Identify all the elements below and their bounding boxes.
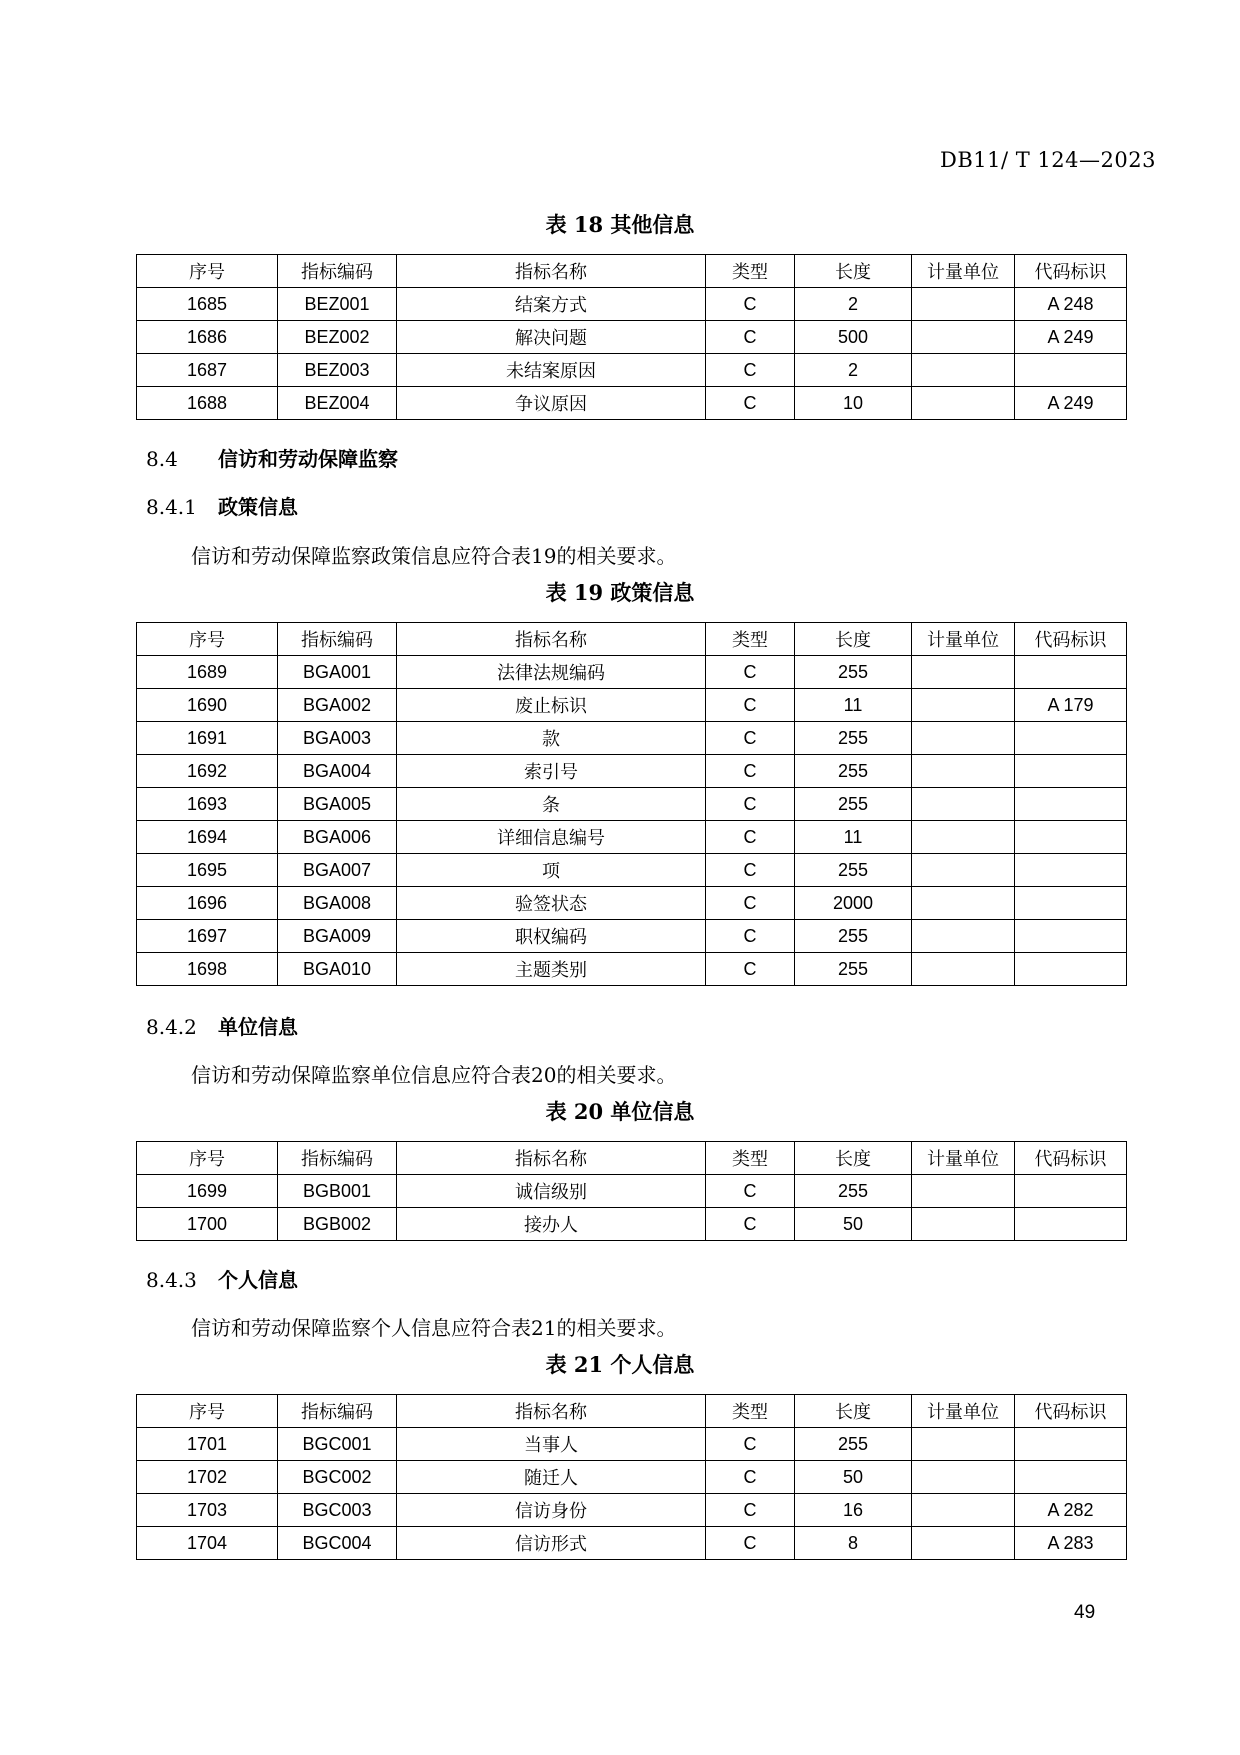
header-col-length: 长度 bbox=[795, 623, 912, 656]
cell-col-code-id: A 248 bbox=[1015, 288, 1127, 321]
section-8-4-heading bbox=[146, 443, 398, 472]
table-row bbox=[137, 387, 1127, 420]
header-col-code-id: 代码标识 bbox=[1015, 1395, 1127, 1428]
cell-col-code: BGA001 bbox=[278, 656, 397, 689]
cell-col-code-id bbox=[1015, 1175, 1127, 1208]
cell-col-unit bbox=[912, 1175, 1015, 1208]
cell-col-length: 255 bbox=[795, 656, 912, 689]
header-col-unit: 计量单位 bbox=[912, 1142, 1015, 1175]
cell-col-index: 1698 bbox=[137, 953, 278, 986]
table-row bbox=[137, 288, 1127, 321]
cell-col-type: C bbox=[706, 689, 795, 722]
header-col-code-id: 代码标识 bbox=[1015, 255, 1127, 288]
section-title: 单位信息 bbox=[218, 1015, 298, 1039]
cell-col-code: BGA004 bbox=[278, 755, 397, 788]
header-col-code: 指标编码 bbox=[278, 255, 397, 288]
cell-col-code-id bbox=[1015, 354, 1127, 387]
cell-col-type: C bbox=[706, 722, 795, 755]
cell-col-unit bbox=[912, 887, 1015, 920]
cell-col-code: BGC004 bbox=[278, 1527, 397, 1560]
header-col-type: 类型 bbox=[706, 1395, 795, 1428]
cell-col-unit bbox=[912, 821, 1015, 854]
cell-col-code-id: A 179 bbox=[1015, 689, 1127, 722]
cell-col-type: C bbox=[706, 1428, 795, 1461]
header-col-name: 指标名称 bbox=[397, 1395, 706, 1428]
cell-col-name: 主题类别 bbox=[397, 953, 706, 986]
cell-col-unit bbox=[912, 854, 1015, 887]
cell-col-code: BGA009 bbox=[278, 920, 397, 953]
cell-col-index: 1696 bbox=[137, 887, 278, 920]
table-row bbox=[137, 788, 1127, 821]
header-col-type: 类型 bbox=[706, 623, 795, 656]
header-col-name: 指标名称 bbox=[397, 1142, 706, 1175]
header-col-code: 指标编码 bbox=[278, 1142, 397, 1175]
cell-col-unit bbox=[912, 1208, 1015, 1241]
cell-col-name: 信访形式 bbox=[397, 1527, 706, 1560]
cell-col-unit bbox=[912, 1527, 1015, 1560]
cell-col-code-id bbox=[1015, 887, 1127, 920]
cell-col-name: 索引号 bbox=[397, 755, 706, 788]
cell-col-name: 信访身份 bbox=[397, 1494, 706, 1527]
cell-col-code: BGA006 bbox=[278, 821, 397, 854]
cell-col-code-id bbox=[1015, 1208, 1127, 1241]
cell-col-index: 1693 bbox=[137, 788, 278, 821]
cell-col-index: 1703 bbox=[137, 1494, 278, 1527]
cell-col-type: C bbox=[706, 953, 795, 986]
table-row bbox=[137, 689, 1127, 722]
cell-col-code: BGA008 bbox=[278, 887, 397, 920]
cell-col-name: 项 bbox=[397, 854, 706, 887]
cell-col-name: 款 bbox=[397, 722, 706, 755]
document-code: DB11/ T 124—2023 bbox=[940, 148, 1156, 172]
section-8-4-3-paragraph: 信访和劳动保障监察个人信息应符合表21的相关要求。 bbox=[191, 1316, 677, 1340]
table-20-caption: 表 20 单位信息 bbox=[545, 1099, 695, 1124]
header-col-unit: 计量单位 bbox=[912, 1395, 1015, 1428]
cell-col-name: 详细信息编号 bbox=[397, 821, 706, 854]
table-19 bbox=[136, 622, 1127, 986]
table-row bbox=[137, 1461, 1127, 1494]
cell-col-index: 1695 bbox=[137, 854, 278, 887]
cell-col-index: 1701 bbox=[137, 1428, 278, 1461]
table-header-row bbox=[137, 255, 1127, 288]
cell-col-code: BGA003 bbox=[278, 722, 397, 755]
cell-col-code: BGB001 bbox=[278, 1175, 397, 1208]
table-20 bbox=[136, 1141, 1127, 1241]
section-number: 8.4.3 bbox=[146, 1268, 197, 1292]
cell-col-type: C bbox=[706, 1208, 795, 1241]
cell-col-unit bbox=[912, 288, 1015, 321]
cell-col-type: C bbox=[706, 854, 795, 887]
header-col-unit: 计量单位 bbox=[912, 255, 1015, 288]
header-col-code: 指标编码 bbox=[278, 1395, 397, 1428]
cell-col-name: 验签状态 bbox=[397, 887, 706, 920]
section-8-4-1-paragraph: 信访和劳动保障监察政策信息应符合表19的相关要求。 bbox=[191, 544, 677, 568]
cell-col-code-id bbox=[1015, 755, 1127, 788]
cell-col-type: C bbox=[706, 1175, 795, 1208]
cell-col-name: 废止标识 bbox=[397, 689, 706, 722]
cell-col-type: C bbox=[706, 1494, 795, 1527]
cell-col-unit bbox=[912, 1494, 1015, 1527]
cell-col-type: C bbox=[706, 321, 795, 354]
cell-col-code-id: A 249 bbox=[1015, 387, 1127, 420]
cell-col-name: 解决问题 bbox=[397, 321, 706, 354]
cell-col-unit bbox=[912, 656, 1015, 689]
cell-col-length: 11 bbox=[795, 821, 912, 854]
header-col-length: 长度 bbox=[795, 1395, 912, 1428]
cell-col-index: 1694 bbox=[137, 821, 278, 854]
cell-col-code: BGA002 bbox=[278, 689, 397, 722]
table-row bbox=[137, 755, 1127, 788]
cell-col-code-id bbox=[1015, 1461, 1127, 1494]
header-col-type: 类型 bbox=[706, 255, 795, 288]
cell-col-index: 1686 bbox=[137, 321, 278, 354]
table-row bbox=[137, 953, 1127, 986]
cell-col-code-id bbox=[1015, 821, 1127, 854]
cell-col-unit bbox=[912, 722, 1015, 755]
section-8-4-1-heading bbox=[146, 491, 298, 520]
cell-col-type: C bbox=[706, 788, 795, 821]
cell-col-length: 255 bbox=[795, 788, 912, 821]
header-col-type: 类型 bbox=[706, 1142, 795, 1175]
cell-col-length: 255 bbox=[795, 1175, 912, 1208]
section-number: 8.4.1 bbox=[146, 495, 197, 519]
cell-col-length: 2 bbox=[795, 288, 912, 321]
header-col-index: 序号 bbox=[137, 1395, 278, 1428]
table-row bbox=[137, 1208, 1127, 1241]
table-row bbox=[137, 821, 1127, 854]
header-col-name: 指标名称 bbox=[397, 255, 706, 288]
cell-col-code-id bbox=[1015, 722, 1127, 755]
table-row bbox=[137, 887, 1127, 920]
cell-col-name: 职权编码 bbox=[397, 920, 706, 953]
header-col-length: 长度 bbox=[795, 255, 912, 288]
cell-col-type: C bbox=[706, 887, 795, 920]
cell-col-name: 争议原因 bbox=[397, 387, 706, 420]
cell-col-index: 1690 bbox=[137, 689, 278, 722]
section-title: 信访和劳动保障监察 bbox=[218, 447, 398, 471]
cell-col-unit bbox=[912, 920, 1015, 953]
cell-col-unit bbox=[912, 354, 1015, 387]
table-row bbox=[137, 854, 1127, 887]
cell-col-length: 8 bbox=[795, 1527, 912, 1560]
cell-col-index: 1704 bbox=[137, 1527, 278, 1560]
cell-col-name: 当事人 bbox=[397, 1428, 706, 1461]
cell-col-type: C bbox=[706, 755, 795, 788]
cell-col-type: C bbox=[706, 920, 795, 953]
table-header-row bbox=[137, 623, 1127, 656]
cell-col-unit bbox=[912, 1461, 1015, 1494]
cell-col-type: C bbox=[706, 387, 795, 420]
header-col-name: 指标名称 bbox=[397, 623, 706, 656]
cell-col-type: C bbox=[706, 1527, 795, 1560]
header-col-code-id: 代码标识 bbox=[1015, 623, 1127, 656]
cell-col-code-id bbox=[1015, 656, 1127, 689]
section-8-4-2-paragraph: 信访和劳动保障监察单位信息应符合表20的相关要求。 bbox=[191, 1063, 677, 1087]
cell-col-length: 255 bbox=[795, 722, 912, 755]
cell-col-code: BGB002 bbox=[278, 1208, 397, 1241]
header-col-code-id: 代码标识 bbox=[1015, 1142, 1127, 1175]
cell-col-code-id: A 283 bbox=[1015, 1527, 1127, 1560]
cell-col-code-id bbox=[1015, 920, 1127, 953]
cell-col-unit bbox=[912, 1428, 1015, 1461]
table-18-caption: 表 18 其他信息 bbox=[545, 212, 695, 237]
cell-col-code: BEZ002 bbox=[278, 321, 397, 354]
cell-col-length: 50 bbox=[795, 1461, 912, 1494]
cell-col-index: 1691 bbox=[137, 722, 278, 755]
cell-col-unit bbox=[912, 788, 1015, 821]
cell-col-index: 1687 bbox=[137, 354, 278, 387]
cell-col-length: 16 bbox=[795, 1494, 912, 1527]
table-row bbox=[137, 920, 1127, 953]
table-row bbox=[137, 1175, 1127, 1208]
cell-col-type: C bbox=[706, 288, 795, 321]
cell-col-code: BEZ004 bbox=[278, 387, 397, 420]
cell-col-length: 50 bbox=[795, 1208, 912, 1241]
table-row bbox=[137, 321, 1127, 354]
cell-col-length: 255 bbox=[795, 854, 912, 887]
cell-col-code: BGA007 bbox=[278, 854, 397, 887]
header-col-index: 序号 bbox=[137, 623, 278, 656]
table-21 bbox=[136, 1394, 1127, 1560]
cell-col-code: BGC001 bbox=[278, 1428, 397, 1461]
cell-col-index: 1692 bbox=[137, 755, 278, 788]
cell-col-type: C bbox=[706, 821, 795, 854]
cell-col-name: 条 bbox=[397, 788, 706, 821]
cell-col-index: 1688 bbox=[137, 387, 278, 420]
cell-col-code-id: A 249 bbox=[1015, 321, 1127, 354]
cell-col-index: 1697 bbox=[137, 920, 278, 953]
cell-col-index: 1689 bbox=[137, 656, 278, 689]
cell-col-length: 500 bbox=[795, 321, 912, 354]
header-col-unit: 计量单位 bbox=[912, 623, 1015, 656]
cell-col-length: 2 bbox=[795, 354, 912, 387]
cell-col-code-id bbox=[1015, 1428, 1127, 1461]
table-header-row bbox=[137, 1395, 1127, 1428]
table-row bbox=[137, 722, 1127, 755]
cell-col-name: 接办人 bbox=[397, 1208, 706, 1241]
cell-col-code: BGA005 bbox=[278, 788, 397, 821]
cell-col-code-id bbox=[1015, 953, 1127, 986]
section-number: 8.4.2 bbox=[146, 1015, 197, 1039]
cell-col-name: 随迁人 bbox=[397, 1461, 706, 1494]
cell-col-type: C bbox=[706, 1461, 795, 1494]
cell-col-length: 255 bbox=[795, 1428, 912, 1461]
table-21-caption: 表 21 个人信息 bbox=[545, 1352, 695, 1377]
header-col-index: 序号 bbox=[137, 1142, 278, 1175]
table-row bbox=[137, 1428, 1127, 1461]
table-row bbox=[137, 354, 1127, 387]
cell-col-unit bbox=[912, 953, 1015, 986]
table-header-row bbox=[137, 1142, 1127, 1175]
cell-col-name: 结案方式 bbox=[397, 288, 706, 321]
cell-col-unit bbox=[912, 321, 1015, 354]
cell-col-code: BGC002 bbox=[278, 1461, 397, 1494]
table-row bbox=[137, 1527, 1127, 1560]
cell-col-index: 1700 bbox=[137, 1208, 278, 1241]
section-8-4-3-heading bbox=[146, 1264, 298, 1293]
header-col-index: 序号 bbox=[137, 255, 278, 288]
page-number: 49 bbox=[1074, 1602, 1096, 1623]
cell-col-index: 1699 bbox=[137, 1175, 278, 1208]
cell-col-index: 1702 bbox=[137, 1461, 278, 1494]
cell-col-name: 法律法规编码 bbox=[397, 656, 706, 689]
cell-col-length: 11 bbox=[795, 689, 912, 722]
cell-col-name: 诚信级别 bbox=[397, 1175, 706, 1208]
table-row bbox=[137, 1494, 1127, 1527]
cell-col-length: 2000 bbox=[795, 887, 912, 920]
cell-col-code: BGC003 bbox=[278, 1494, 397, 1527]
header-col-length: 长度 bbox=[795, 1142, 912, 1175]
cell-col-type: C bbox=[706, 656, 795, 689]
section-title: 个人信息 bbox=[218, 1268, 298, 1292]
cell-col-code-id bbox=[1015, 854, 1127, 887]
cell-col-code: BEZ001 bbox=[278, 288, 397, 321]
cell-col-length: 255 bbox=[795, 920, 912, 953]
section-8-4-2-heading bbox=[146, 1011, 298, 1040]
cell-col-unit bbox=[912, 755, 1015, 788]
cell-col-unit bbox=[912, 387, 1015, 420]
cell-col-name: 未结案原因 bbox=[397, 354, 706, 387]
section-title: 政策信息 bbox=[218, 495, 298, 519]
cell-col-length: 255 bbox=[795, 953, 912, 986]
cell-col-length: 10 bbox=[795, 387, 912, 420]
cell-col-unit bbox=[912, 689, 1015, 722]
table-18 bbox=[136, 254, 1127, 420]
cell-col-code-id bbox=[1015, 788, 1127, 821]
cell-col-length: 255 bbox=[795, 755, 912, 788]
table-row bbox=[137, 656, 1127, 689]
header-col-code: 指标编码 bbox=[278, 623, 397, 656]
table-19-caption: 表 19 政策信息 bbox=[545, 580, 695, 605]
cell-col-index: 1685 bbox=[137, 288, 278, 321]
cell-col-code: BGA010 bbox=[278, 953, 397, 986]
cell-col-code: BEZ003 bbox=[278, 354, 397, 387]
cell-col-type: C bbox=[706, 354, 795, 387]
section-number: 8.4 bbox=[146, 447, 178, 471]
cell-col-code-id: A 282 bbox=[1015, 1494, 1127, 1527]
